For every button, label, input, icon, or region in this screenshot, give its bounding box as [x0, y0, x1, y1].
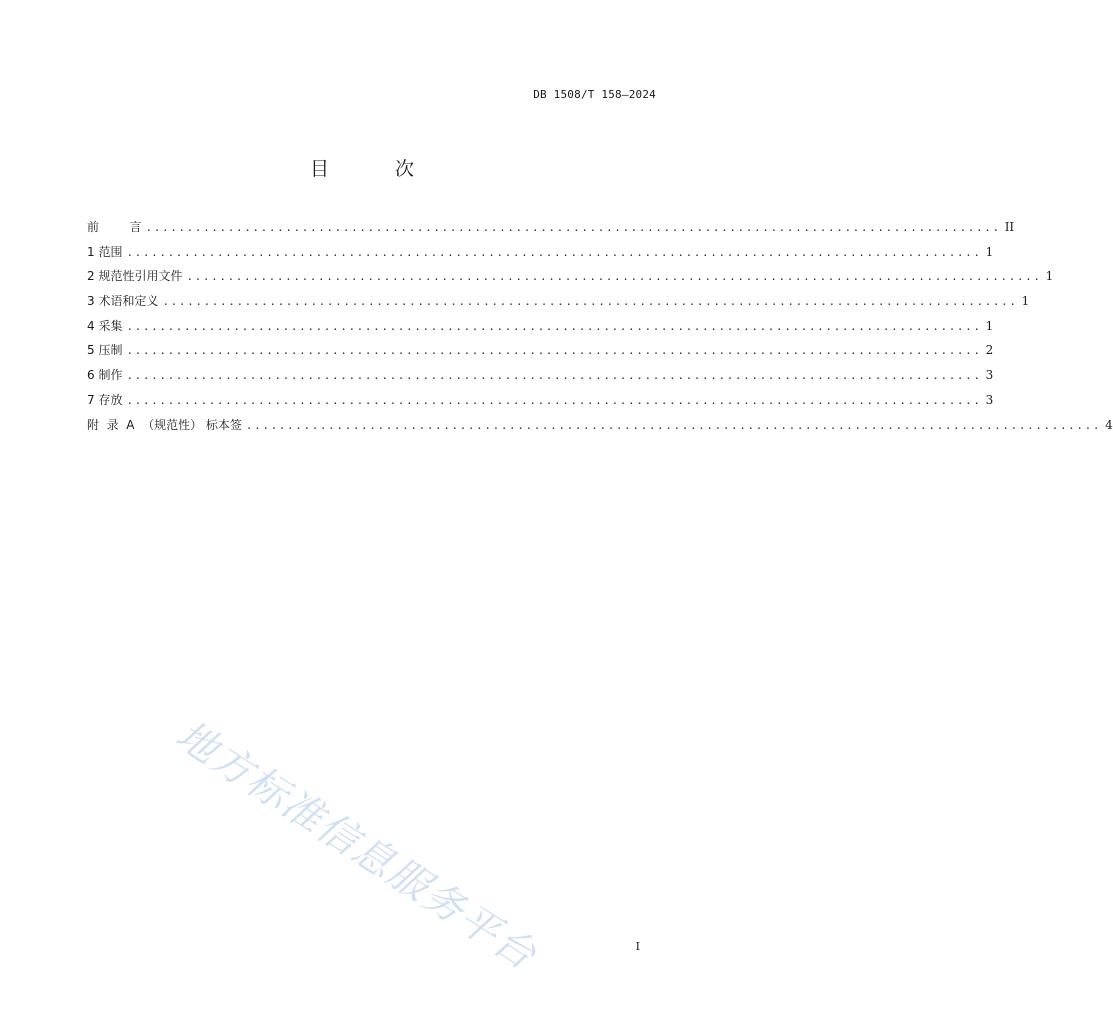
toc-label: 4 采集 — [87, 318, 123, 333]
toc-leader-dots: ........................................................................................................ — [126, 245, 982, 259]
toc-label: 前 言 — [87, 220, 142, 234]
toc-entry-making[interactable] — [87, 366, 994, 391]
toc-page-number: 1 — [1045, 269, 1054, 284]
toc-leader-dots: ........................................................................................................ — [126, 369, 982, 383]
page-title: 目 次 — [309, 158, 445, 180]
toc-leader-dots: ........................................................................................................ — [245, 418, 1102, 432]
toc-label: 3 术语和定义 — [87, 294, 159, 309]
toc-leader-dots: ........................................................................................................ — [186, 270, 1042, 284]
toc-page-number: 1 — [985, 318, 994, 333]
toc-entry-terms-definitions[interactable] — [87, 292, 1030, 317]
toc-page-number: 2 — [985, 343, 994, 358]
toc-leader-dots: ........................................................................................................ — [162, 295, 1018, 309]
toc-page-number: II — [1004, 220, 1015, 234]
watermark: 地方标准信息服务平台 — [167, 712, 545, 980]
toc-entry-scope[interactable] — [87, 243, 994, 268]
toc-page-number: 1 — [985, 244, 994, 259]
toc-leader-dots: ........................................................................................................ — [145, 221, 1001, 234]
page-number: I — [635, 940, 640, 953]
toc-page-number: 4 — [1105, 417, 1113, 432]
toc-entry-collection[interactable] — [87, 317, 994, 342]
toc-page-number: 3 — [985, 368, 994, 383]
document-code: DB 1508/T 158—2024 — [533, 88, 656, 101]
toc-entry-pressing[interactable] — [87, 341, 994, 366]
toc-label: 5 压制 — [87, 343, 123, 358]
toc-entry-storage[interactable] — [87, 391, 994, 416]
table-of-contents — [87, 218, 1113, 440]
toc-label: 1 范围 — [87, 244, 123, 259]
toc-label: 7 存放 — [87, 392, 123, 407]
toc-leader-dots: ........................................................................................................ — [126, 344, 982, 358]
toc-label: 附 录 A （规范性） 标本签 — [87, 417, 242, 432]
toc-entry-appendix-a[interactable] — [87, 416, 1113, 441]
toc-entry-foreword[interactable] — [87, 218, 1015, 243]
toc-label: 6 制作 — [87, 368, 123, 383]
toc-page-number: 3 — [985, 392, 994, 407]
toc-leader-dots: ........................................................................................................ — [126, 393, 982, 407]
toc-page-number: 1 — [1021, 294, 1030, 309]
toc-label: 2 规范性引用文件 — [87, 269, 183, 284]
toc-leader-dots: ........................................................................................................ — [126, 319, 982, 333]
toc-entry-normative-references[interactable] — [87, 267, 1054, 292]
